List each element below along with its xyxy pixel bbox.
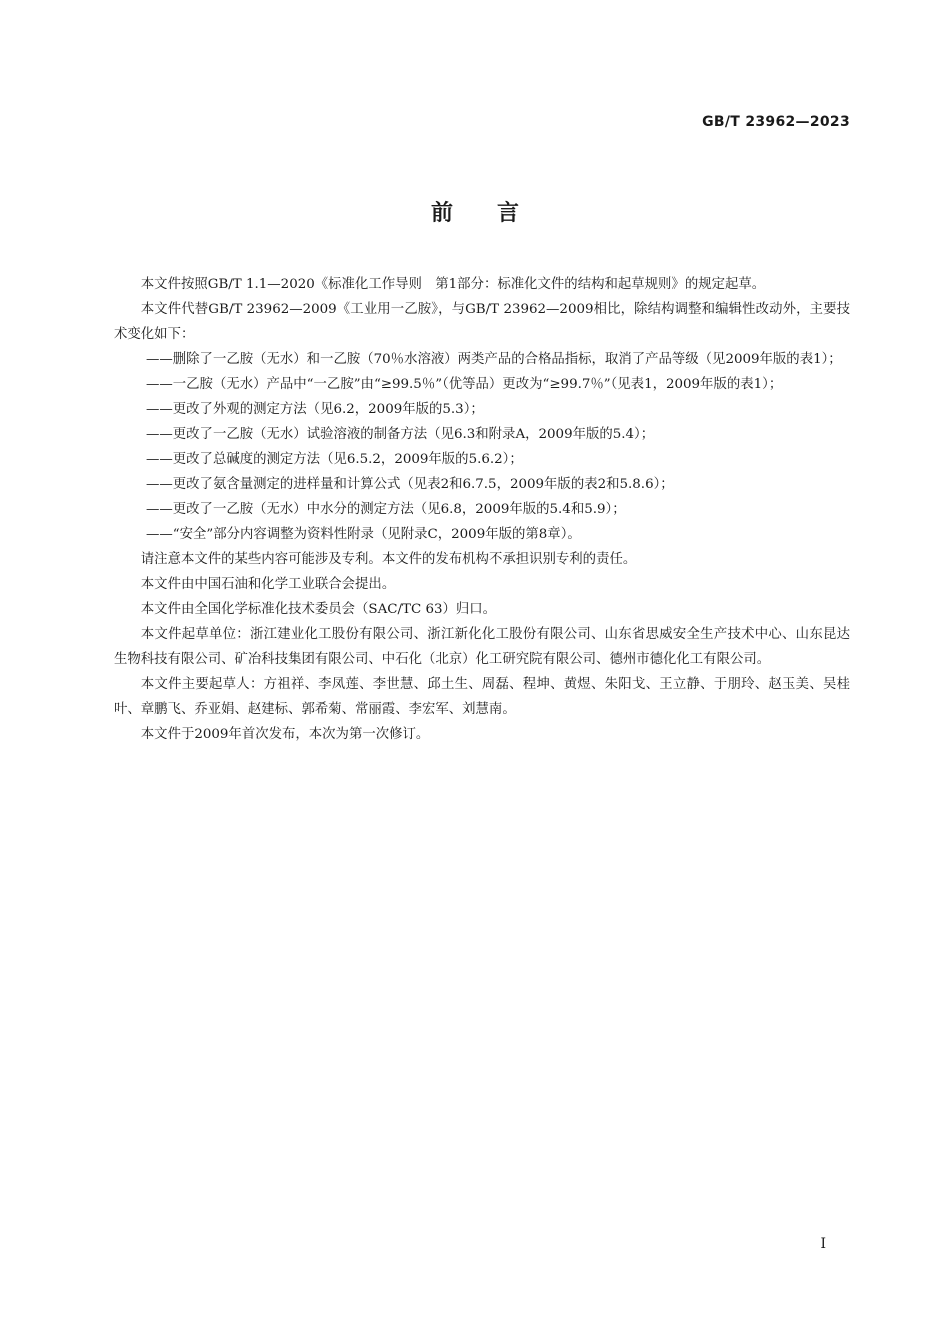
list-item: ——更改了一乙胺（无水）中水分的测定方法（见6.8，2009年版的5.4和5.9）； [146, 502, 626, 517]
page-number: I [820, 1236, 826, 1252]
list-item: ——更改了一乙胺（无水）试验溶液的制备方法（见6.3和附录A，2009年版的5.4）； [146, 427, 655, 442]
standard-code: GB/T 23962—2023 [702, 114, 850, 130]
list-item: ——更改了外观的测定方法（见6.2，2009年版的5.3）； [146, 402, 484, 417]
list-item: ——删除了一乙胺（无水）和一乙胺（70％水溶液）两类产品的合格品指标，取消了产品等级（见2009年版的表1）； [146, 352, 842, 367]
page-title: 前言 [430, 201, 563, 226]
paragraph-drafting-rules: 本文件按照GB/T 1.1—2020《标准化工作导则 第1部分：标准化文件的结构和起草规则》的规定起草。 [140, 277, 766, 292]
list-item: ——“安全”部分内容调整为资料性附录（见附录C，2009年版的第8章）。 [146, 527, 581, 542]
paragraph-drafters: 本文件主要起草人：方祖祥、李凤莲、李世慧、邱土生、周磊、程坤、黄煜、朱阳戈、王立静、于朋玲、赵玉美、吴桂叶、章鹏飞、乔亚娟、赵建标、郭希菊、常丽霞、李宏军、刘慧南。 [114, 677, 850, 717]
paragraph-under-jurisdiction: 本文件由全国化学标准化技术委员会（SAC/TC 63）归口。 [140, 602, 497, 617]
list-item: ——更改了氨含量测定的进样量和计算公式（见表2和6.7.5，2009年版的表2和5.8.6）； [146, 477, 674, 492]
technical-changes-list [114, 347, 850, 547]
paragraph-patent-notice: 请注意本文件的某些内容可能涉及专利。本文件的发布机构不承担识别专利的责任。 [140, 552, 637, 567]
paragraph-drafting-units: 本文件起草单位：浙江建业化工股份有限公司、浙江新化化工股份有限公司、山东省思威安全生产技术中心、山东昆达生物科技有限公司、矿冶科技集团有限公司、中石化（北京）化工研究院有限公司、德州市德化化工有限公司。 [114, 627, 850, 667]
foreword-body [114, 272, 850, 747]
list-item: ——更改了总碱度的测定方法（见6.5.2，2009年版的5.6.2）； [146, 452, 523, 467]
list-item: ——一乙胺（无水）产品中“一乙胺”由“≥99.5％”（优等品）更改为“≥99.7％”（见表1，2009年版的表1）； [146, 377, 783, 392]
paragraph-replacement: 本文件代替GB/T 23962—2009《工业用一乙胺》，与GB/T 23962—2009相比，除结构调整和编辑性改动外，主要技术变化如下： [114, 302, 850, 342]
paragraph-proposed-by: 本文件由中国石油和化学工业联合会提出。 [140, 577, 396, 592]
paragraph-publication-history: 本文件于2009年首次发布，本次为第一次修订。 [140, 727, 430, 742]
